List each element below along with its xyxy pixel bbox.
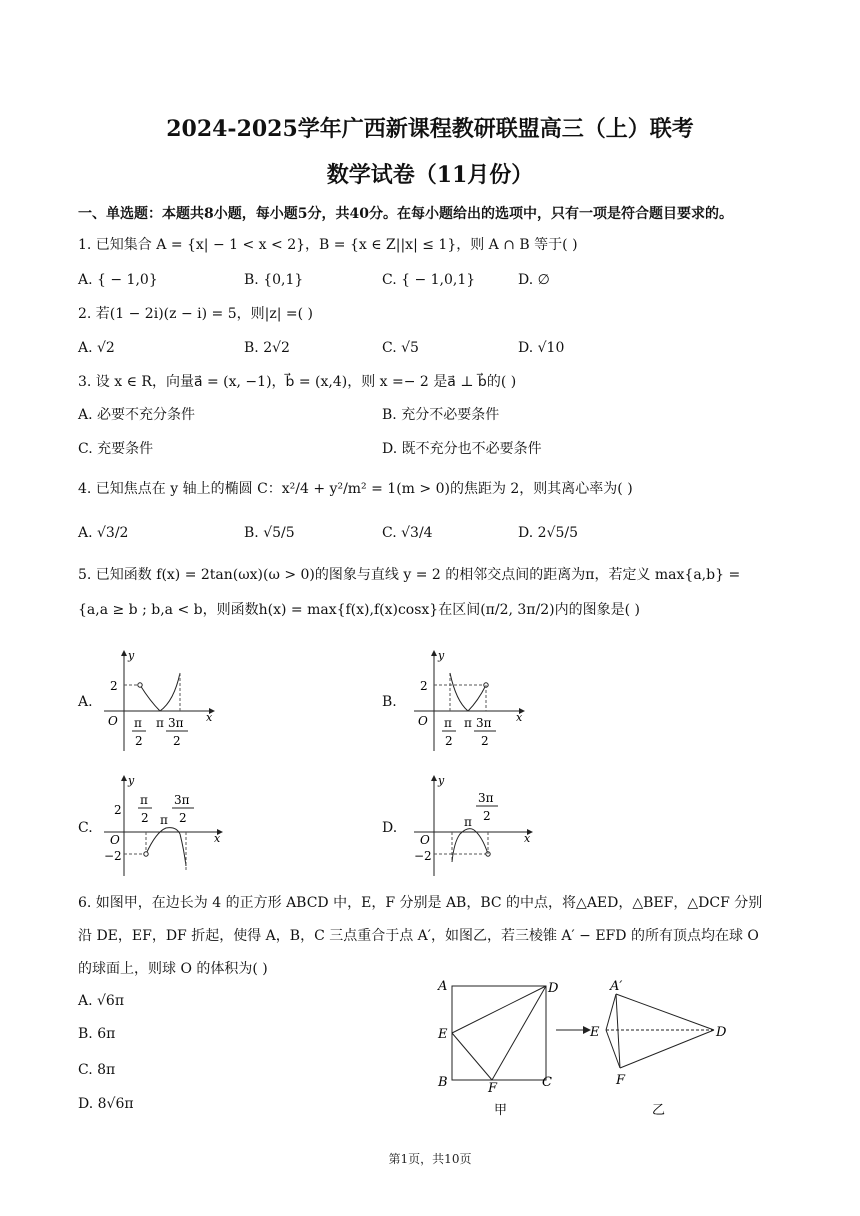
tick-2: 2	[110, 679, 118, 693]
segment-ef	[452, 1033, 492, 1080]
question-4-option-b: B. √5/5	[244, 525, 295, 541]
origin-label: O	[420, 833, 430, 847]
tick-neg-2: −2	[104, 849, 122, 863]
tick-2: 2	[420, 679, 428, 693]
question-5-stem-line1: 5. 已知函数 f(x) = 2tan(ωx)(ω > 0)的图象与直线 y = 2 的相邻交点间的距离为π，若定义 max{a,b} =	[78, 567, 741, 583]
question-2-option-b: B. 2√2	[244, 340, 290, 356]
curve-right	[160, 673, 180, 711]
question-4-stem: 4. 已知焦点在 y 轴上的椭圆 C：x²/4 + y²/m² = 1(m > 0)的焦距为 2，则其离心率为( )	[78, 481, 633, 497]
tick-pi-half-num: π	[140, 793, 148, 807]
question-2-option-c: C. √5	[382, 340, 419, 356]
graph-b	[408, 645, 528, 755]
curve-left	[452, 829, 474, 862]
question-6-option-d: D. 8√6π	[78, 1096, 134, 1112]
tick-3pi-num: 3π	[174, 793, 190, 807]
question-6-option-b: B. 6π	[78, 1026, 116, 1042]
question-3-option-d: D. 既不充分也不必要条件	[382, 441, 542, 457]
question-1-option-c: C. { − 1,0,1}	[382, 272, 476, 288]
x-label: x	[516, 711, 523, 724]
page-subtitle: 数学试卷（11月份）	[326, 162, 534, 188]
y-label: y	[438, 649, 445, 662]
figure-label-jia: 甲	[494, 1103, 508, 1118]
origin-label: O	[110, 833, 120, 847]
curve-left	[140, 685, 160, 711]
page-title: 2024-2025学年广西新课程教研联盟高三（上）联考	[166, 116, 694, 142]
tick-pi-half-den: 2	[445, 734, 453, 748]
tick-pi: π	[160, 813, 168, 827]
label-e: E	[438, 1027, 448, 1042]
question-2-stem: 2. 若(1 − 2i)(z − i) = 5，则|z| =( )	[78, 306, 313, 322]
tick-3pi-num: 3π	[168, 716, 184, 730]
tick-2: 2	[114, 803, 122, 817]
curve-right	[180, 834, 186, 866]
curve-left	[450, 673, 468, 711]
question-3-option-c: C. 充要条件	[78, 441, 154, 457]
label-e2: E	[590, 1025, 600, 1040]
curve-right	[468, 685, 486, 711]
x-label: x	[524, 832, 531, 845]
label-d: D	[548, 981, 559, 996]
tick-pi: π	[464, 815, 472, 829]
question-4-option-d: D. 2√5/5	[518, 525, 578, 541]
question-2-option-d: D. √10	[518, 340, 565, 356]
question-3-option-b: B. 充分不必要条件	[382, 407, 500, 423]
question-3-stem: 3. 设 x ∈ R，向量a⃗ = (x, −1)，b⃗ = (x,4)，则 x =− 2 是a⃗ ⊥ b⃗的( )	[78, 374, 517, 390]
question-1-stem: 1. 已知集合 A = {x| − 1 < x < 2}，B = {x ∈ Z||x| ≤ 1}，则 A ∩ B 等于( )	[78, 237, 578, 253]
edge-af	[616, 994, 620, 1068]
y-label: y	[128, 649, 135, 662]
question-1-option-d: D. ∅	[518, 272, 550, 288]
question-4-option-a: A. √3/2	[78, 525, 129, 541]
question-5-option-c-label: C.	[78, 820, 93, 836]
tick-pi-half-den: 2	[141, 811, 149, 825]
question-5-option-d-label: D.	[382, 820, 398, 836]
tick-pi-half-num: π	[444, 716, 452, 730]
question-6-figure	[430, 972, 750, 1122]
curve-right	[474, 830, 488, 854]
page-footer: 第1页，共10页	[388, 1152, 472, 1166]
question-4-option-c: C. √3/4	[382, 525, 433, 541]
tick-pi-half-den: 2	[135, 734, 143, 748]
question-6-stem-line1: 6. 如图甲，在边长为 4 的正方形 ABCD 中，E，F 分别是 AB，BC 的中点，将△AED，△BEF，△DCF 分别	[78, 895, 763, 911]
graph-a	[98, 645, 218, 755]
tick-pi-half-num: π	[134, 716, 142, 730]
label-a-prime: A′	[610, 979, 623, 994]
figure-label-yi: 乙	[652, 1103, 666, 1118]
x-label: x	[206, 711, 213, 724]
question-3-option-a: A. 必要不充分条件	[78, 407, 196, 423]
segment-ed	[452, 986, 546, 1033]
open-point	[138, 683, 142, 687]
question-6-stem-line2: 沿 DE，EF，DF 折起，使得 A，B，C 三点重合于点 A′，如图乙，若三棱锥 A′ − EFD 的所有顶点均在球 O	[78, 928, 759, 944]
tick-neg-2: −2	[414, 849, 432, 863]
segment-fd	[492, 986, 546, 1080]
tick-3pi-num: 3π	[476, 716, 492, 730]
tick-3pi-den: 2	[173, 734, 181, 748]
edge-fd	[620, 1030, 714, 1068]
y-label: y	[128, 774, 135, 787]
tick-pi: π	[156, 716, 164, 730]
graph-d	[408, 770, 538, 880]
tick-3pi-den: 2	[483, 809, 491, 823]
label-b: B	[438, 1075, 448, 1090]
label-a: A	[438, 979, 448, 994]
question-1-option-a: A. { − 1,0}	[78, 272, 158, 288]
origin-label: O	[418, 714, 428, 728]
section-heading: 一、单选题：本题共8小题，每小题5分，共40分。在每小题给出的选项中，只有一项是符合题目要求的。	[78, 206, 733, 222]
x-label: x	[214, 832, 221, 845]
open-point	[144, 852, 148, 856]
graph-c	[98, 770, 228, 880]
tick-3pi-num: 3π	[478, 791, 494, 805]
origin-label: O	[108, 714, 118, 728]
question-2-option-a: A. √2	[78, 340, 115, 356]
label-c: C	[542, 1075, 552, 1090]
edge-ea	[606, 994, 616, 1030]
label-d2: D	[716, 1025, 727, 1040]
question-5-option-b-label: B.	[382, 694, 397, 710]
edge-ad	[616, 994, 714, 1030]
question-1-option-b: B. {0,1}	[244, 272, 304, 288]
question-5-option-a-label: A.	[78, 694, 93, 710]
question-5-stem-line2: {a,a ≥ b ; b,a < b，则函数h(x) = max{f(x),f(x)cosx}在区间(π/2, 3π/2)内的图象是( )	[78, 602, 640, 618]
tick-3pi-den: 2	[179, 811, 187, 825]
tick-pi: π	[464, 716, 472, 730]
question-6-option-c: C. 8π	[78, 1062, 116, 1078]
question-6-option-a: A. √6π	[78, 993, 125, 1009]
question-6-stem-line3: 的球面上，则球 O 的体积为( )	[78, 961, 268, 977]
label-f: F	[488, 1081, 498, 1096]
label-f2: F	[616, 1073, 626, 1088]
square-abcd	[452, 986, 546, 1080]
y-label: y	[438, 774, 445, 787]
tick-3pi-den: 2	[481, 734, 489, 748]
